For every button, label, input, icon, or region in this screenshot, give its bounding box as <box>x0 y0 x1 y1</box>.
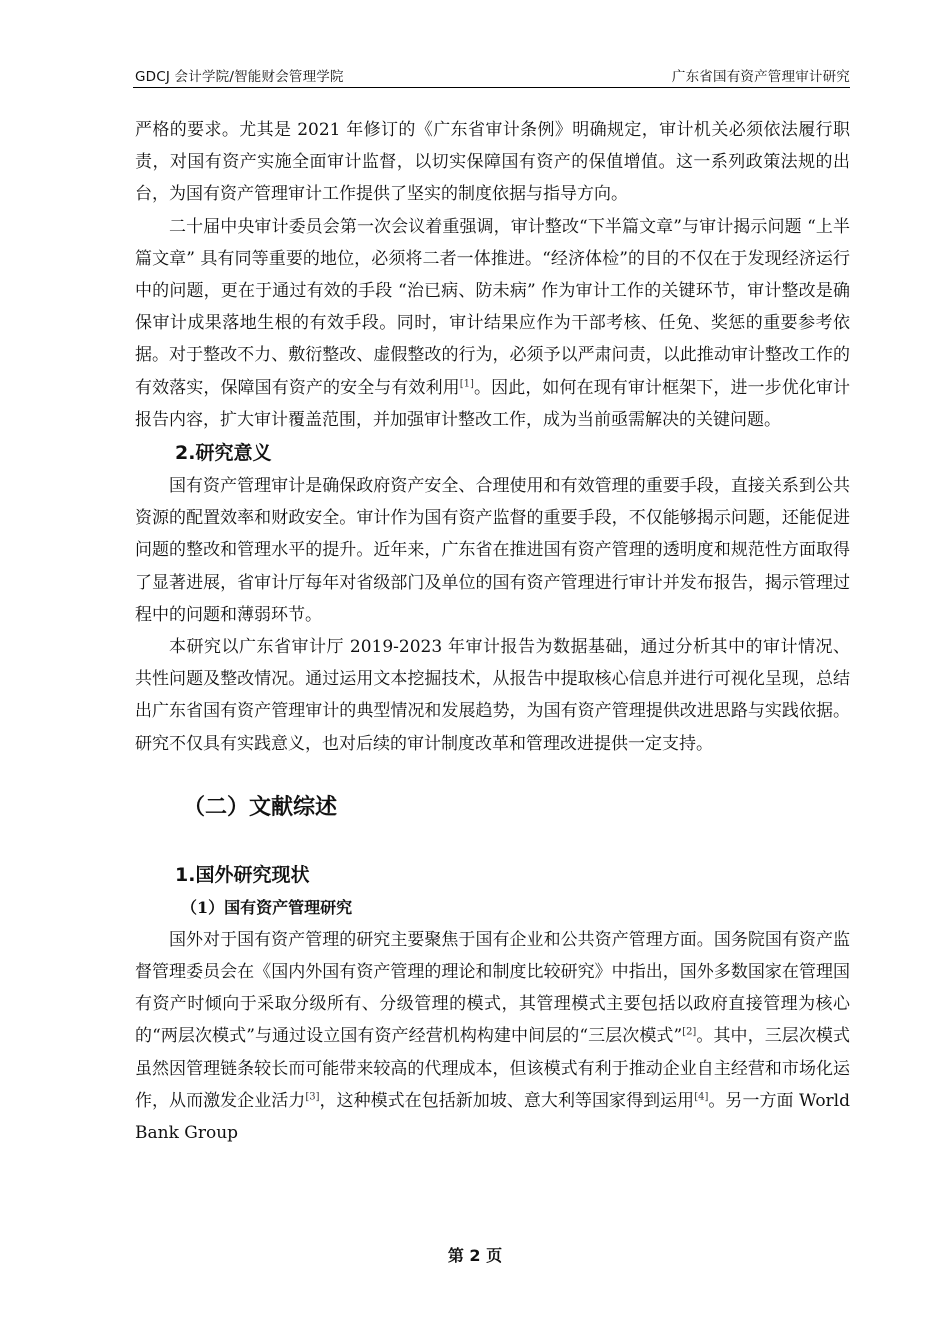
paragraph-2-text-a: 二十届中央审计委员会第一次会议着重强调，审计整改“下半篇文章”与审计揭示问题 “上半篇文章” 具有同等重要的地位，必须将二者一体推进。“经济体检”的目的不仅在于发现经济运行中的问题，更在于通过有效的手段 “治已病、防未病” 作为审计工作的关键环节，审计整改是确保审计成果落地生根的有效手段。同时，审计结果应作为干部考核、任免、奖惩的重要参考依据。对于整改不力、敷衍整改、虚假整改的行为，必须予以严肃问责，以此推动审计整改工作的有效落实，保障国有资产的安全与有效利用 <box>135 216 850 398</box>
document-body <box>135 114 850 1149</box>
citation-3[interactable]: [3] <box>305 1091 320 1103</box>
citation-2[interactable]: [2] <box>682 1026 697 1038</box>
paragraph-5-text-c: ，这种模式在包括新加坡、意大利等国家得到运用 <box>319 1090 695 1111</box>
heading-research-significance: 2.研究意义 <box>175 442 272 465</box>
citation-1[interactable]: [1] <box>459 377 474 389</box>
paragraph-5 <box>135 924 850 1149</box>
heading-state-asset-management: （1）国有资产管理研究 <box>181 897 353 917</box>
paragraph-2 <box>135 211 850 436</box>
heading-foreign-research: 1.国外研究现状 <box>175 863 310 886</box>
paragraph-5-text-a: 国外对于国有资产管理的研究主要聚焦于国有企业和公共资产管理方面。国务院国有资产监督管理委员会在《国内外国有资产管理的理论和制度比较研究》中指出，国外多数国家在管理国有资产时倾向于采取分级所有、分级管理的模式，其管理模式主要包括以政府直接管理为核心的“两层次模式”与通过设立国有资产经营机构构建中间层的“三层次模式” <box>135 929 850 1047</box>
paragraph-4: 本研究以广东省审计厅 2019-2023 年审计报告为数据基础，通过分析其中的审计情况、共性问题及整改情况。通过运用文本挖掘技术，从报告中提取核心信息并进行可视化呈现，总结出广东省国有资产管理审计的典型情况和发展趋势，为国有资产管理提供改进思路与实践依据。研究不仅具有实践意义，也对后续的审计制度改革和管理改进提供一定支持。 <box>135 637 850 754</box>
paragraph-5-text-d: 。另一方面 World Bank Group <box>135 1090 850 1144</box>
citation-4[interactable]: [4] <box>694 1091 709 1103</box>
header-right: 广东省国有资产管理审计研究 <box>671 69 850 85</box>
paragraph-5-text-b: 。其中，三层次模式虽然因管理链条较长而可能带来较高的代理成本，但该模式有利于推动企业自主经营和市场化运作，从而激发企业活力 <box>135 1026 850 1111</box>
heading-literature-review: （二）文献综述 <box>183 794 338 820</box>
paragraph-3: 国有资产管理审计是确保政府资产安全、合理使用和有效管理的重要手段，直接关系到公共资源的配置效率和财政安全。审计作为国有资产监督的重要手段，不仅能够揭示问题，还能促进问题的整改和管理水平的提升。近年来，广东省在推进国有资产管理的透明度和规范性方面取得了显著进展，省审计厅每年对省级部门及单位的国有资产管理进行审计并发布报告，揭示管理过程中的问题和薄弱环节。 <box>135 476 850 625</box>
header-divider <box>133 87 850 88</box>
page-number: 第 2 页 <box>447 1246 503 1265</box>
paragraph-2-text-b: 。因此，如何在现有审计框架下，进一步优化审计报告内容，扩大审计覆盖范围，并加强审计整改工作，成为当前亟需解决的关键问题。 <box>135 377 851 430</box>
header-left: GDCJ 会计学院/智能财会管理学院 <box>135 69 344 85</box>
paragraph-1: 严格的要求。尤其是 2021 年修订的《广东省审计条例》明确规定，审计机关必须依法履行职责，对国有资产实施全面审计监督，以切实保障国有资产的保值增值。这一系列政策法规的出台，为国有资产管理审计工作提供了坚实的制度依据与指导方向。 <box>135 120 850 205</box>
